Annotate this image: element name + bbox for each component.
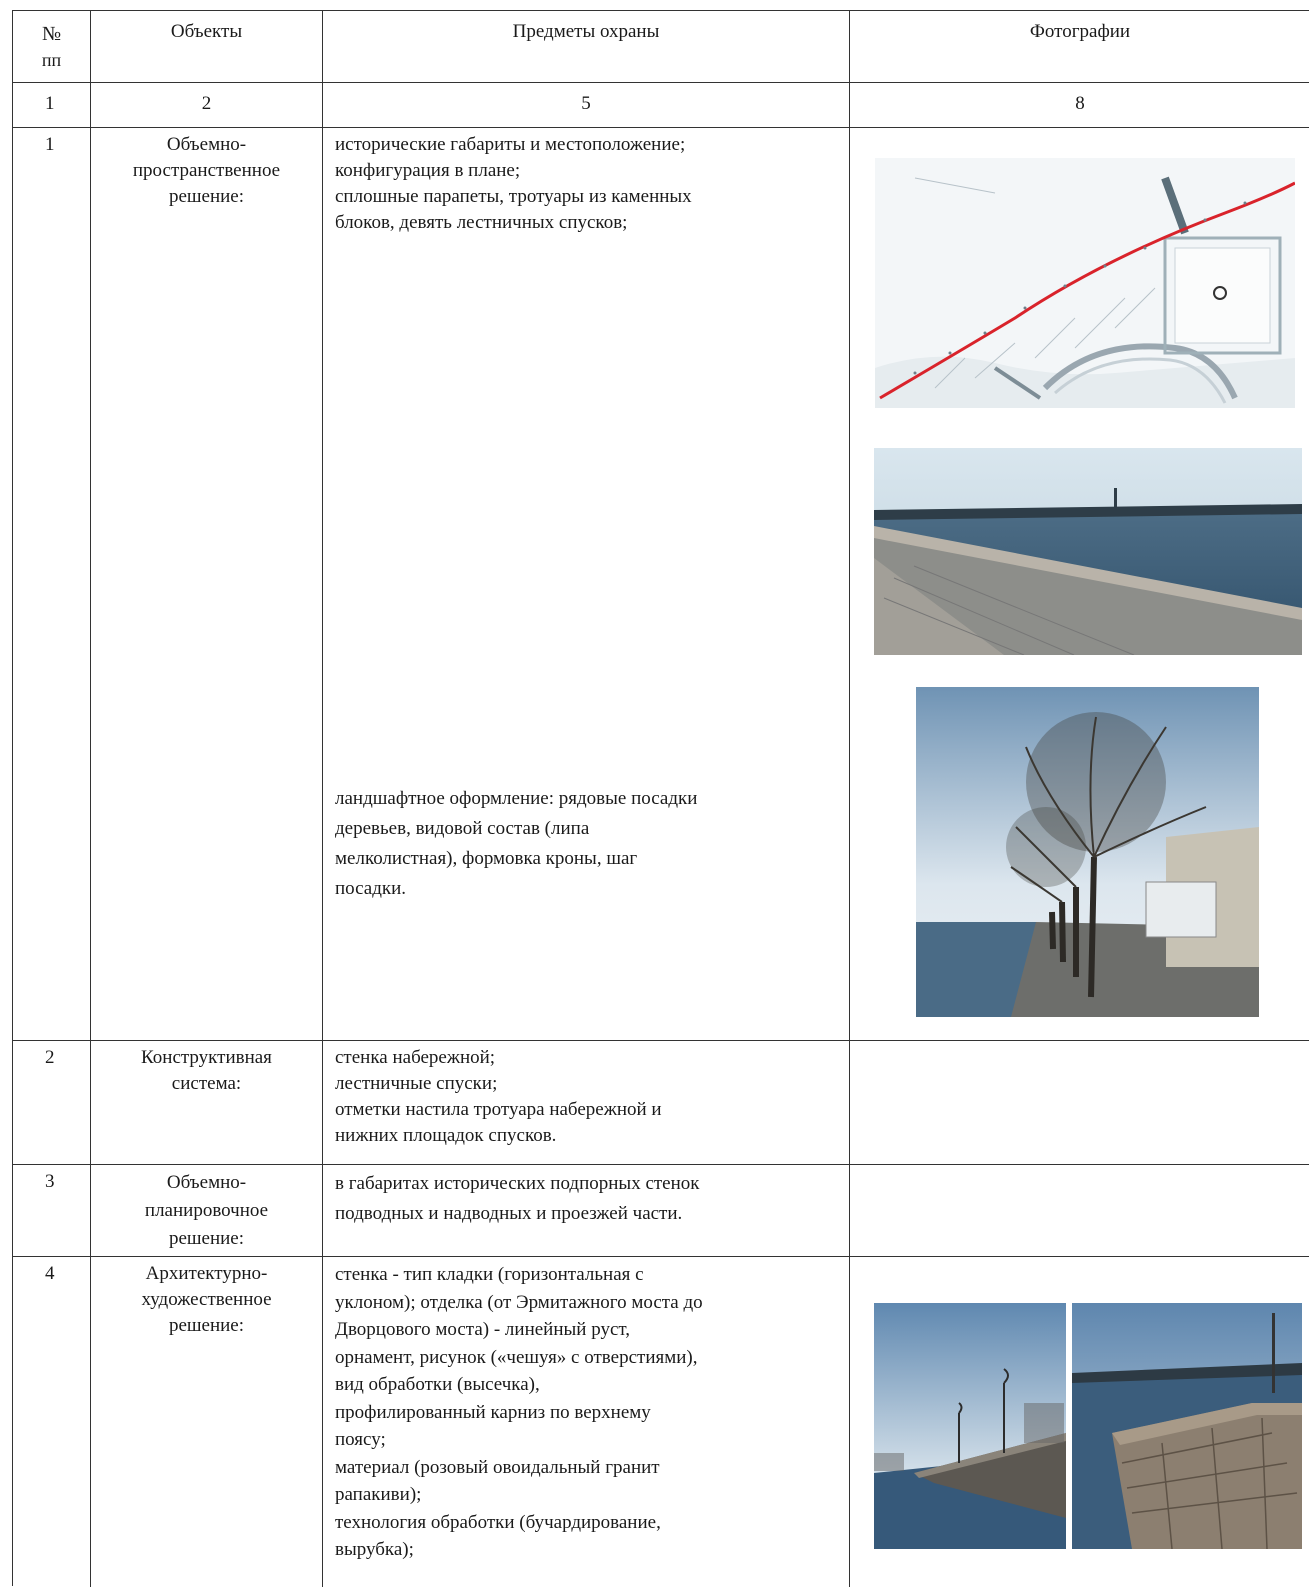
numbering-col4 (850, 83, 1309, 127)
map-image (875, 158, 1295, 408)
header-number (13, 11, 91, 82)
numbering-row (13, 83, 1309, 128)
row-subjects (323, 1165, 850, 1256)
subject-line: блоков, девять лестничных спусков; (335, 212, 628, 233)
header-photos (850, 11, 1309, 82)
object-line: Архитектурно- (145, 1263, 268, 1284)
subject-line: профилированный карниз по верхнему (335, 1401, 651, 1423)
subject-line: отметки настила тротуара набережной и (335, 1099, 662, 1120)
header-subjects (323, 11, 850, 82)
header-photos-label: Фотографии (1029, 21, 1131, 42)
row-object (91, 1165, 323, 1256)
subject-line: технология обработки (бучардирование, (335, 1511, 661, 1533)
object-line: пространственное (132, 160, 281, 181)
numbering-col1 (13, 83, 91, 127)
subject-line: лестничные спуски; (335, 1073, 498, 1094)
object-line: решение: (168, 1228, 245, 1249)
subject-line: орнамент, рисунок («чешуя» с отверстиями), (335, 1346, 698, 1368)
numbering-col1-label: 1 (45, 93, 55, 114)
object-line: решение: (168, 1315, 245, 1336)
numbering-col2-label: 2 (201, 93, 212, 114)
subject-line: исторические габариты и местоположение; (335, 134, 686, 155)
subject-line: посадки. (335, 878, 407, 899)
header-row (13, 11, 1309, 83)
numbering-col2 (91, 83, 323, 127)
subject-line: рапакиви); (335, 1484, 422, 1505)
granite-wall-photo (1072, 1303, 1302, 1549)
protection-table (12, 10, 1309, 1586)
subject-line: конфигурация в плане; (335, 160, 521, 181)
subject-line: материал (розовый овоидальный гранит (335, 1456, 660, 1478)
numbering-col3 (323, 83, 850, 127)
object-line: решение: (168, 186, 245, 207)
object-line: Конструктивная (141, 1047, 272, 1068)
subjects-block-b (323, 780, 707, 904)
row-object (91, 1257, 323, 1587)
row-number (13, 1165, 91, 1256)
table-row (13, 1257, 1309, 1587)
table-row (13, 1165, 1309, 1257)
subject-line: сплошные парапеты, тротуары из каменных (335, 186, 692, 207)
subjects-block (323, 1165, 849, 1229)
row-number (13, 128, 91, 1040)
subject-line: вырубка); (335, 1539, 414, 1560)
subject-line: вид обработки (высечка), (335, 1374, 540, 1395)
subjects-block (323, 1257, 849, 1564)
row-subjects (323, 1257, 850, 1587)
row-number (13, 1257, 91, 1587)
object-line: система: (171, 1073, 242, 1094)
subjects-block (323, 1041, 849, 1149)
row-number-value: 3 (45, 1171, 55, 1192)
object-line: планировочное (144, 1200, 269, 1221)
lamp-embankment-photo (874, 1303, 1066, 1549)
header-number-abbr: пп (41, 50, 62, 70)
object-line: художественное (141, 1289, 272, 1310)
subject-line: мелколистная), формовка кроны, шаг (335, 848, 638, 869)
subjects-block-a (323, 128, 849, 236)
subject-line: ландшафтное оформление: рядовые посадки (335, 788, 698, 809)
row-object (91, 1041, 323, 1164)
row-photos (850, 128, 1309, 1040)
numbering-col4-label: 8 (1075, 93, 1085, 114)
header-objects (91, 11, 323, 82)
subject-line: нижних площадок спусков. (335, 1125, 557, 1146)
subject-line: стенка набережной; (335, 1047, 496, 1068)
subject-line: Дворцового моста) - линейный руст, (335, 1319, 631, 1340)
subject-line: в габаритах исторических подпорных стенок (335, 1173, 700, 1194)
row-number-value: 4 (45, 1263, 55, 1284)
row-number (13, 1041, 91, 1164)
row-photos (850, 1041, 1309, 1164)
header-number-symbol: № (41, 23, 62, 45)
row-photos (850, 1165, 1309, 1256)
row-number-value: 1 (45, 134, 55, 155)
object-line: Объемно- (166, 1172, 247, 1193)
header-objects-label: Объекты (170, 21, 243, 42)
subject-line: подводных и надводных и проезжей части. (335, 1203, 683, 1224)
subject-line: поясу; (335, 1429, 386, 1450)
row-number-value: 2 (45, 1047, 55, 1068)
row-object (91, 128, 323, 1040)
trees-photo (916, 687, 1259, 1017)
numbering-col3-label: 5 (581, 93, 591, 114)
header-subjects-label: Предметы охраны (512, 21, 660, 42)
table-row (13, 1041, 1309, 1165)
subject-line: уклоном); отделка (от Эрмитажного моста до (335, 1291, 703, 1313)
table-row (13, 128, 1309, 1041)
row-photos (850, 1257, 1309, 1587)
embankment-photo (874, 448, 1302, 655)
row-subjects (323, 128, 850, 1040)
subject-line: стенка - тип кладки (горизонтальная с (335, 1264, 644, 1285)
subject-line: деревьев, видовой состав (липа (335, 818, 590, 839)
row-subjects (323, 1041, 850, 1164)
object-line: Объемно- (166, 134, 247, 155)
